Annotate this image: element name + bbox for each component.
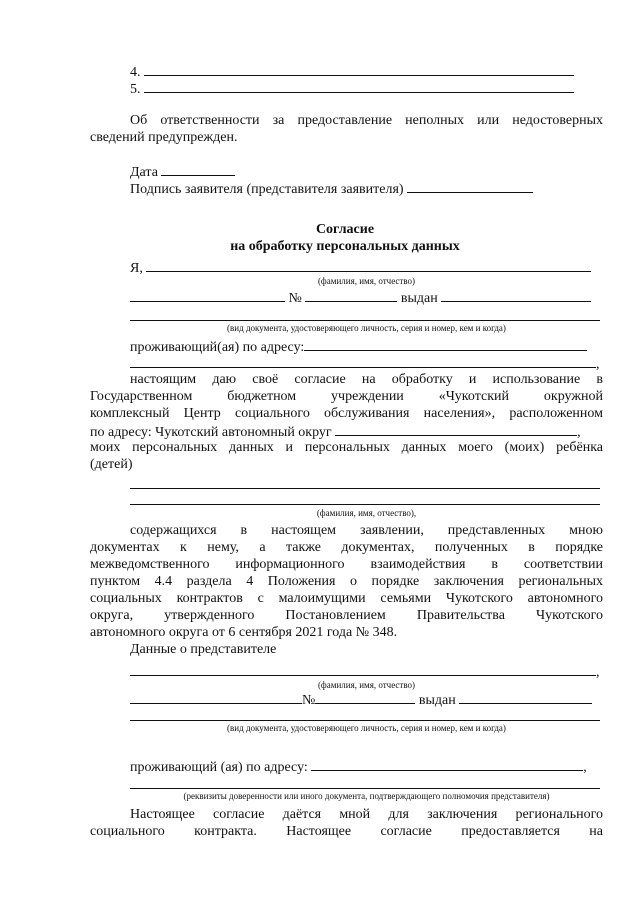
contained-line-5: социальных контрактов с малоимущими семьями Чукотского автономного	[90, 591, 603, 606]
signature-row	[130, 179, 603, 198]
signature-field[interactable]	[407, 179, 533, 193]
rep-document-details-line[interactable]	[130, 720, 600, 721]
document-type-field[interactable]	[130, 288, 285, 302]
rep-document-number-field[interactable]	[315, 690, 415, 704]
document-number-field[interactable]	[305, 288, 397, 302]
list-number: 5.	[130, 82, 141, 97]
list-item-5	[130, 79, 603, 98]
rep-residing-label: проживающий (ая) по адресу:	[130, 760, 308, 775]
applicant-fio-field[interactable]	[146, 258, 591, 272]
address-field-2[interactable]	[130, 354, 596, 368]
consent-subtitle: на обработку персональных данных	[230, 239, 460, 254]
issued-by-field[interactable]	[441, 288, 591, 302]
document-row	[130, 288, 603, 307]
body-tail-2: (детей)	[90, 457, 133, 472]
contained-line-3: межведомственного информационного взаимодействия в соответствии	[90, 557, 603, 572]
rep-document-caption: (вид документа, удостоверяющего личность, серия и номер, кем и когда)	[227, 723, 506, 733]
contained-line-7: автономного округа от 6 сентября 2021 года № 348.	[90, 625, 398, 640]
blank-line[interactable]	[144, 62, 574, 76]
number-sign: №	[302, 693, 316, 708]
rep-address-field[interactable]	[311, 757, 583, 771]
region-address-field[interactable]	[335, 422, 577, 436]
residing-label: проживающий(ая) по адресу:	[130, 340, 305, 355]
responsibility-line-2: сведений предупрежден.	[90, 130, 238, 145]
rep-document-type-field[interactable]	[130, 690, 302, 704]
contained-line-1: содержащихся в настоящем заявлении, представленных мною	[130, 523, 603, 538]
applicant-row	[130, 258, 603, 277]
issued-label: выдан	[418, 693, 456, 708]
consent-title: Согласие	[315, 222, 375, 237]
rep-proxy-line[interactable]	[130, 788, 600, 789]
final-line-2: социального контракта. Настоящее согласие предоставляется на	[90, 824, 603, 839]
list-number: 4.	[130, 65, 141, 80]
blank-line[interactable]	[144, 79, 574, 93]
region-label: по адресу: Чукотский автономный округ	[90, 425, 332, 440]
children-line-1[interactable]	[130, 488, 600, 489]
final-line-1: Настоящее согласие даётся мной для заключения регионального	[130, 807, 603, 822]
date-label: Дата	[130, 165, 158, 180]
contained-line-6: округа, утвержденного Постановлением Правительства Чукотского	[90, 608, 603, 623]
body-line-2: Государственном бюджетном учреждении «Чукотский окружной	[90, 389, 603, 404]
comma: ,	[596, 357, 600, 372]
address-field[interactable]	[304, 337, 587, 351]
date-field[interactable]	[161, 162, 235, 176]
rep-fio-field[interactable]	[130, 662, 596, 676]
document-caption: (вид документа, удостоверяющего личность, серия и номер, кем и когда)	[227, 323, 506, 333]
number-sign: №	[288, 291, 302, 306]
comma: ,	[583, 760, 587, 775]
rep-issued-by-field[interactable]	[459, 690, 592, 704]
signature-label: Подпись заявителя (представителя заявителя)	[130, 182, 404, 197]
comma: ,	[596, 665, 600, 680]
contained-line-2: документах к нему, а также документах, полученных в порядке	[90, 540, 603, 555]
fio-caption: (фамилия, имя, отчество)	[317, 276, 416, 286]
children-line-2[interactable]	[130, 504, 600, 505]
comma: ,	[577, 425, 581, 440]
rep-residing-row	[130, 757, 603, 776]
children-caption: (фамилия, имя, отчество),	[316, 508, 417, 518]
body-line-3: комплексный Центр социального обслуживания населения», расположенном	[90, 406, 603, 421]
rep-title: Данные о представителе	[130, 642, 277, 657]
contained-line-4: пунктом 4.4 раздела 4 Положения о порядке заключения региональных	[90, 574, 603, 589]
body-tail-1: моих персональных данных и персональных данных моего (моих) ребёнка	[90, 440, 603, 455]
rep-fio-row	[130, 662, 603, 681]
i-label: Я,	[130, 261, 143, 276]
body-line-1: настоящим даю своё согласие на обработку и использование в	[130, 372, 603, 387]
issued-label: выдан	[400, 291, 438, 306]
document-details-line[interactable]	[130, 320, 600, 321]
rep-proxy-caption: (реквизиты доверенности или иного документа, подтверждающего полномочия представителя)	[183, 791, 550, 801]
rep-document-row	[130, 690, 603, 709]
rep-fio-caption: (фамилия, имя, отчество)	[317, 680, 416, 690]
responsibility-line-1: Об ответственности за предоставление неполных или недостоверных	[130, 113, 603, 128]
